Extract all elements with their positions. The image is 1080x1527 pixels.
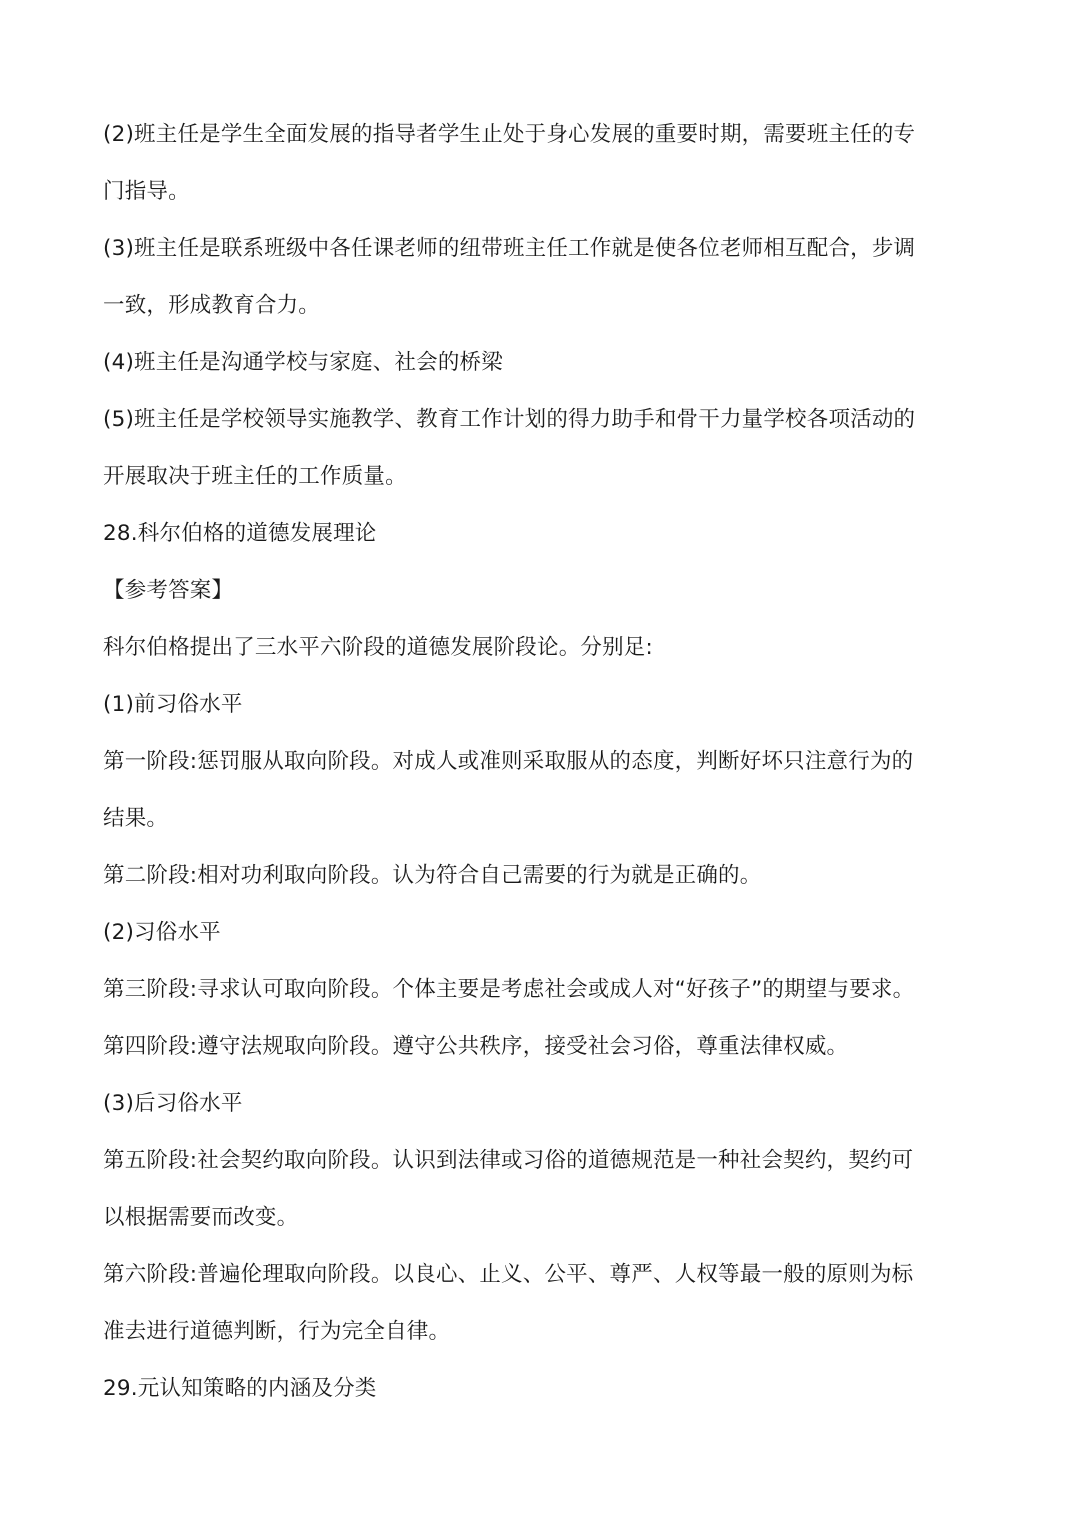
text-line: 第一阶段:惩罚服从取向阶段。对成人或准则采取服从的态度，判断好坏只注意行为的 (103, 749, 914, 774)
text-line: (3)班主任是联系班级中各任课老师的纽带班主任工作就是使各位老师相互配合，步调 (103, 236, 916, 261)
text-line: (3)后习俗水平 (103, 1091, 243, 1116)
text-line: 第六阶段:普遍伦理取向阶段。以良心、止义、公平、尊严、人权等最一般的原则为标 (103, 1262, 914, 1287)
document-body (103, 106, 983, 1417)
text-line: 准去进行道德判断，行为完全自律。 (103, 1319, 451, 1344)
text-line: 第五阶段:社会契约取向阶段。认识到法律或习俗的道德规范是一种社会契约，契约可 (103, 1148, 914, 1173)
text-line: 科尔伯格提出了三水平六阶段的道德发展阶段论。分别足: (103, 635, 653, 660)
text-line: (5)班主任是学校领导实施教学、教育工作计划的得力助手和骨干力量学校各项活动的 (103, 407, 916, 432)
text-line: 一致，形成教育合力。 (103, 293, 321, 318)
text-line: 第二阶段:相对功利取向阶段。认为符合自己需要的行为就是正确的。 (103, 863, 762, 888)
text-line: 第四阶段:遵守法规取向阶段。遵守公共秩序，接受社会习俗，尊重法律权威。 (103, 1034, 849, 1059)
section-heading: 29.元认知策略的内涵及分类 (103, 1376, 377, 1401)
text-line: 门指导。 (103, 179, 190, 204)
text-line: 结果。 (103, 806, 169, 831)
answer-label: 【参考答案】 (103, 578, 234, 603)
text-line: 第三阶段:寻求认可取向阶段。个体主要是考虑社会或成人对“好孩子”的期望与要求。 (103, 977, 915, 1002)
text-line: 以根据需要而改变。 (103, 1205, 299, 1230)
text-line: (2)习俗水平 (103, 920, 221, 945)
text-line: (4)班主任是沟通学校与家庭、社会的桥梁 (103, 350, 503, 375)
text-line: 开展取决于班主任的工作质量。 (103, 464, 407, 489)
section-heading: 28.科尔伯格的道德发展理论 (103, 521, 377, 546)
text-line: (2)班主任是学生全面发展的指导者学生止处于身心发展的重要时期，需要班主任的专 (103, 122, 916, 147)
text-line: (1)前习俗水平 (103, 692, 243, 717)
